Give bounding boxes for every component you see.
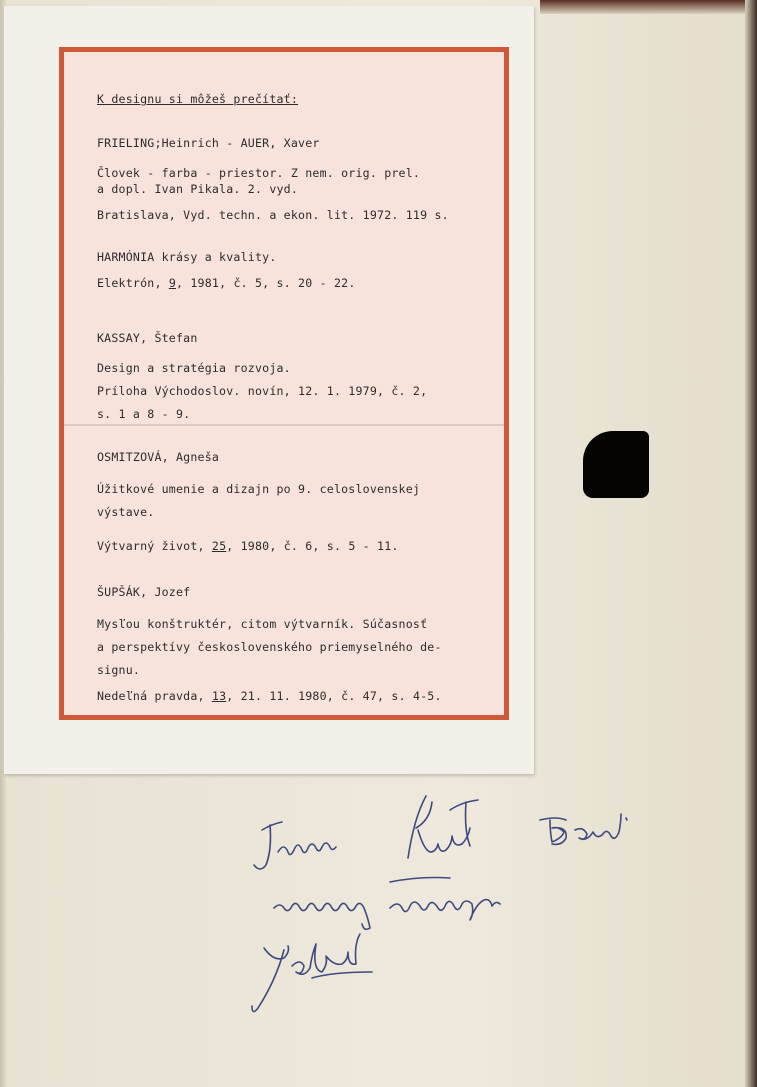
entry-4-title-cont: výstave.	[97, 505, 155, 519]
entry-2-source	[97, 276, 356, 290]
entry-1-publisher: Bratislava, Vyd. techn. a ekon. lit. 1972. 119 s.	[97, 208, 449, 222]
entry-5-source	[97, 689, 442, 703]
entry-5-volume: 13	[211, 689, 227, 703]
punched-hole	[583, 431, 649, 498]
inserted-bibliography-sheet	[4, 6, 534, 774]
entry-4-source-rest: , 1980, č. 6, s. 5 - 11.	[226, 539, 399, 553]
entry-2-source-rest: , 1981, č. 5, s. 20 - 22.	[176, 276, 356, 290]
entry-5-source-journal: Nedeľná pravda,	[97, 689, 212, 703]
entry-5-title-cont: a perspektívy československého priemyselného de-	[97, 640, 442, 654]
entry-2-title: HARMÓNIA krásy a kvality.	[97, 250, 277, 264]
entry-4-title: Úžitkové umenie a dizajn po 9. celoslovenskej	[97, 482, 421, 496]
entry-5-title: Mysľou konštruktér, citom výtvarník. Súčasnosť	[97, 617, 428, 631]
handwritten-signature	[240, 780, 700, 1030]
entry-2-source-journal: Elektrón,	[97, 276, 169, 290]
entry-4-source	[97, 539, 399, 553]
entry-1-author: FRIELING;Heinrich - AUER, Xaver	[97, 136, 320, 150]
paper-fold-line	[64, 424, 504, 426]
entry-5-author: ŠUPŠÁK, Jozef	[97, 585, 191, 599]
entry-3-author: KASSAY, Štefan	[97, 331, 198, 345]
top-page-edge	[540, 0, 757, 14]
signature-drawing	[240, 780, 700, 1030]
entry-4-volume: 25	[211, 539, 227, 553]
bibliography-heading: K designu si môžeš prečítať:	[97, 92, 299, 106]
entry-3-pages: s. 1 a 8 - 9.	[97, 407, 191, 421]
right-page-edge	[745, 0, 757, 1087]
entry-3-title: Design a stratégia rozvoja.	[97, 361, 291, 375]
entry-1-title: Človek - farba - priestor. Z nem. orig. prel.	[97, 166, 421, 180]
red-frame-border	[59, 47, 509, 720]
entry-3-source: Príloha Východoslov. novín, 12. 1. 1979, č. 2,	[97, 384, 428, 398]
entry-2-volume: 9	[168, 276, 176, 290]
entry-1-title-cont: a dopl. Ivan Pikala. 2. vyd.	[97, 182, 299, 196]
entry-4-source-journal: Výtvarný život,	[97, 539, 212, 553]
entry-5-title-end: signu.	[97, 663, 141, 677]
entry-4-author: OSMITZOVÁ, Agneša	[97, 450, 220, 464]
entry-5-source-rest: , 21. 11. 1980, č. 47, s. 4-5.	[226, 689, 442, 703]
